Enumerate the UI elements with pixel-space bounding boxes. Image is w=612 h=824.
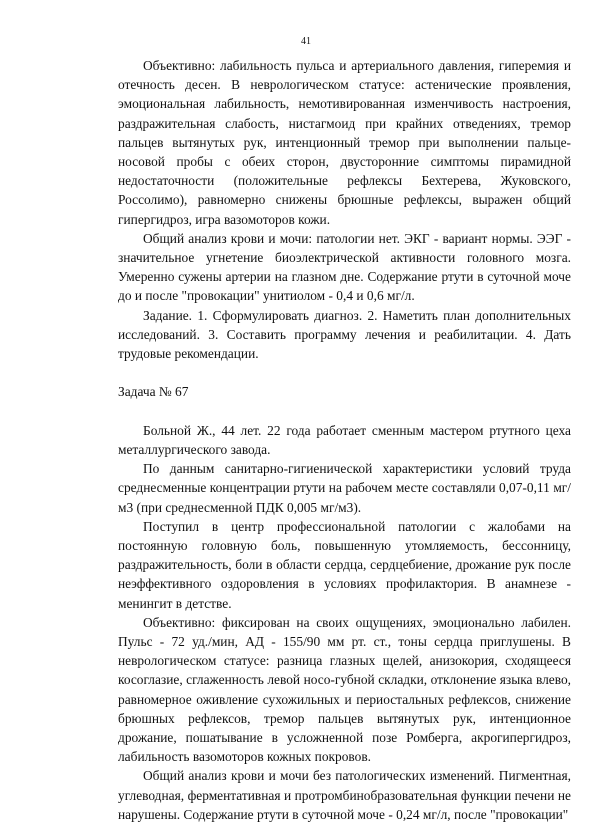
paragraph-lab-results-2: Общий анализ крови и мочи без патологических изменений. Пигментная, углеводная, ферментативная и протромбинобразовательная функции печени не нарушены. Содержание ртути в суточной моче - 0,24 мг/л, после "провокации" <box>118 768 571 822</box>
paragraph-assignment: Задание. 1. Сформулировать диагноз. 2. Наметить план дополнительных исследований. 3. Составить программу лечения и реабилитации. 4. Дать трудовые рекомендации. <box>118 307 571 362</box>
page-number: 41 <box>301 36 311 47</box>
paragraph-objective-1: Объективно: лабильность пульса и артериального давления, гиперемия и отечность десен. В неврологическом статусе: астенические проявления, эмоциональная лабильность, немотивированная изменчивость настроения, раздражительная слабость, нистагмоид при крайних отведениях, тремор пальцев вытянутых рук, интенционный тремор при выполнении пальце-носовой пробы с обеих сторон, двусторонние симптомы пирамидной недостаточности (положительные рефлексы Бехтерева, Жуковского, Россолимо), равномерно снижены брюшные рефлексы, выражен общий гипергидроз, игра вазомоторов кожи. <box>118 58 571 227</box>
spacer <box>118 363 571 382</box>
paragraph-patient-intro: Больной Ж., 44 лет. 22 года работает сменным мастером ртутного цеха металлургического завода. <box>118 422 571 458</box>
spacer <box>118 402 571 421</box>
paragraph-complaints: Поступил в центр профессиональной патологии с жалобами на постоянную головную боль, повышенную утомляемость, бессонницу, раздражительность, боли в области сердца, сердцебиение, дрожание рук после неэффективного оздоровления в условиях профилактория. В анамнезе - менингит в детстве. <box>118 518 571 611</box>
paragraph-hygiene: По данным санитарно-гигиенической характеристики условий труда среднесменные концентрации ртути на рабочем месте составляли 0,07-0,11 мг/м3 (при среднесменной ПДК 0,005 мг/м3). <box>118 461 571 515</box>
task-title: Задача № 67 <box>118 384 189 400</box>
document-body <box>118 56 571 824</box>
paragraph-lab-results-1: Общий анализ крови и мочи: патологии нет. ЭКГ - вариант нормы. ЭЭГ - значительное угнетение биоэлектрической активности головного мозга. Умеренно сужены артерии на глазном дне. Содержание ртути в суточной моче до и после "провокации" унитиолом - 0,4 и 0,6 мг/л. <box>118 230 571 304</box>
paragraph-objective-2: Объективно: фиксирован на своих ощущениях, эмоционально лабилен. Пульс - 72 уд./мин, АД - 155/90 мм рт. ст., тоны сердца приглушены. В неврологическом статусе: разница глазных щелей, анизокория, сходящееся косоглазие, сглаженность левой носо-губной складки, отклонение языка влево, равномерное оживление сухожильных и периостальных рефлексов, снижение брюшных рефлексов, тремор пальцев вытянутых рук, интенционное дрожание, пошатывание в усложненной позе Ромберга, акрогипергидроз, лабильность вазомоторов кожных покровов. <box>118 614 571 765</box>
